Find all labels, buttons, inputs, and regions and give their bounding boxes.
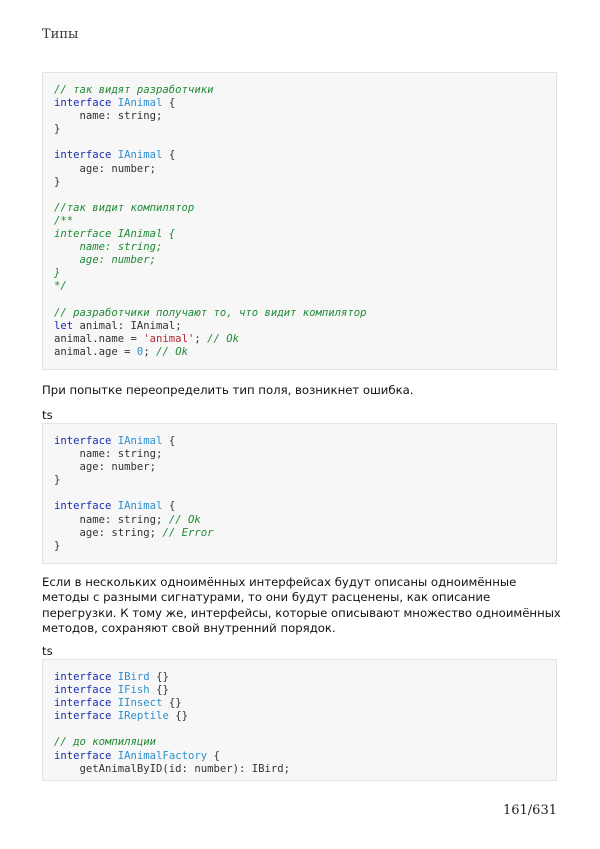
code-line [54,254,544,267]
code-token-plain: animal: IAnimal; [73,319,182,332]
code-token-plain: ; [143,345,157,358]
code-token-plain: { [162,149,176,162]
code-token-cmt: age: number; [54,254,157,267]
code-line [54,500,544,513]
code-token-cmt: } [54,267,61,280]
code-line [54,84,544,97]
code-line [54,215,544,228]
code-token-plain: age: number; [54,461,157,474]
code-token-type: IAnimalFactory [117,749,208,762]
code-line [54,671,544,684]
code-token-plain: {} [162,697,182,710]
code-token-cmt: // Ok [156,345,188,358]
code-token-kw: interface [54,149,112,162]
code-token-cmt: // разработчики получают то, что видит компилятор [54,306,367,319]
code-line [54,697,544,710]
code-token-plain: { [207,749,220,762]
code-token-cmt: // Ok [168,513,201,526]
code-token-plain: { [162,500,176,513]
code-token-cmt: name: string; [54,241,163,254]
code-line [54,750,544,763]
code-line [54,435,544,448]
code-token-plain: { [162,435,176,447]
running-head-title: Типы [42,27,79,42]
code-line [54,241,544,254]
code-line [54,710,544,723]
code-token-cmt: interface IAnimal { [54,228,176,241]
code-line [54,684,544,697]
code-line [54,736,544,749]
code-line [54,723,544,736]
code-line [54,267,544,280]
code-token-plain: name: string; [54,513,169,526]
code-line [54,228,544,241]
code-line [54,461,544,474]
code-line [54,320,544,333]
code-line [54,763,544,776]
code-token-plain: {} [149,671,169,683]
code-line [54,123,544,136]
code-line [54,280,544,293]
code-token-plain: {} [149,684,169,697]
code-token-type: IInsect [117,697,163,710]
code-language-label: ts [42,408,53,422]
code-token-num: 0 [136,345,144,358]
code-token-cmt: //так видит компилятор [54,201,195,214]
code-token-plain: ; [194,332,208,345]
code-token-plain: } [54,539,61,552]
code-line [54,307,544,320]
code-token-plain: {} [168,710,188,723]
code-token-plain: } [54,123,61,136]
code-line [54,540,544,553]
paragraph: При попытке переопределить тип поля, возникнет ошибка. [42,383,414,397]
code-block [42,72,557,370]
code-token-type: IReptile [117,710,169,723]
code-language-label: ts [42,644,53,658]
code-line [54,514,544,527]
code-token-kw: interface [54,671,112,683]
code-token-cmt: // Ok [207,332,239,345]
code-token-plain: getAnimalByID(id: number): IBird; [54,762,290,775]
code-token-cmt: // до компиляции [54,736,157,749]
code-line [54,527,544,540]
code-token-cmt: // Error [162,526,214,539]
code-token-kw: let [54,319,74,332]
code-token-kw: interface [54,500,112,513]
code-line [54,163,544,176]
code-block [42,659,557,781]
code-token-cmt: */ [54,280,67,293]
code-token-kw: interface [54,684,112,697]
code-line [54,110,544,123]
paragraph: Если в нескольких одноимённых интерфейсах будут описаны одноимённые методы с разными сигнатурами, то они будут расценены, как описание перегрузки. К тому же, интерфейсы, которые описывают множество одноимённых методов, сохраняют свой внутренний порядок. [42,575,561,636]
code-line [54,202,544,215]
code-token-plain: } [54,175,61,188]
code-token-plain: } [54,474,61,487]
code-token-cmt: /** [54,214,74,227]
code-token-str: 'animal' [143,332,195,345]
code-line [54,346,544,359]
code-token-kw: interface [54,435,112,447]
code-token-kw: interface [54,749,112,762]
code-token-kw: interface [54,697,112,710]
code-token-plain: animal.name = [54,332,144,345]
code-token-type: IAnimal [117,97,163,110]
code-token-plain: name: string; [54,448,163,461]
code-token-type: IAnimal [117,149,163,162]
code-token-kw: interface [54,710,112,723]
code-token-plain: { [162,97,176,110]
code-line [54,294,544,307]
code-block [42,423,557,564]
code-token-kw: interface [54,97,112,110]
code-line [54,189,544,202]
code-token-plain: age: number; [54,162,157,175]
page-number: 161/631 [502,803,557,818]
code-line [54,97,544,110]
code-token-plain: name: string; [54,110,163,123]
code-line [54,448,544,461]
code-token-plain: animal.age = [54,345,137,358]
code-line [54,474,544,487]
code-line [54,136,544,149]
code-token-type: IAnimal [117,435,163,447]
code-line [54,487,544,500]
code-token-cmt: // так видят разработчики [54,84,214,96]
code-token-type: IFish [117,684,150,697]
code-line [54,149,544,162]
code-line [54,176,544,189]
code-token-plain: age: string; [54,526,163,539]
code-token-type: IAnimal [117,500,163,513]
code-token-type: IBird [117,671,150,683]
code-line [54,333,544,346]
